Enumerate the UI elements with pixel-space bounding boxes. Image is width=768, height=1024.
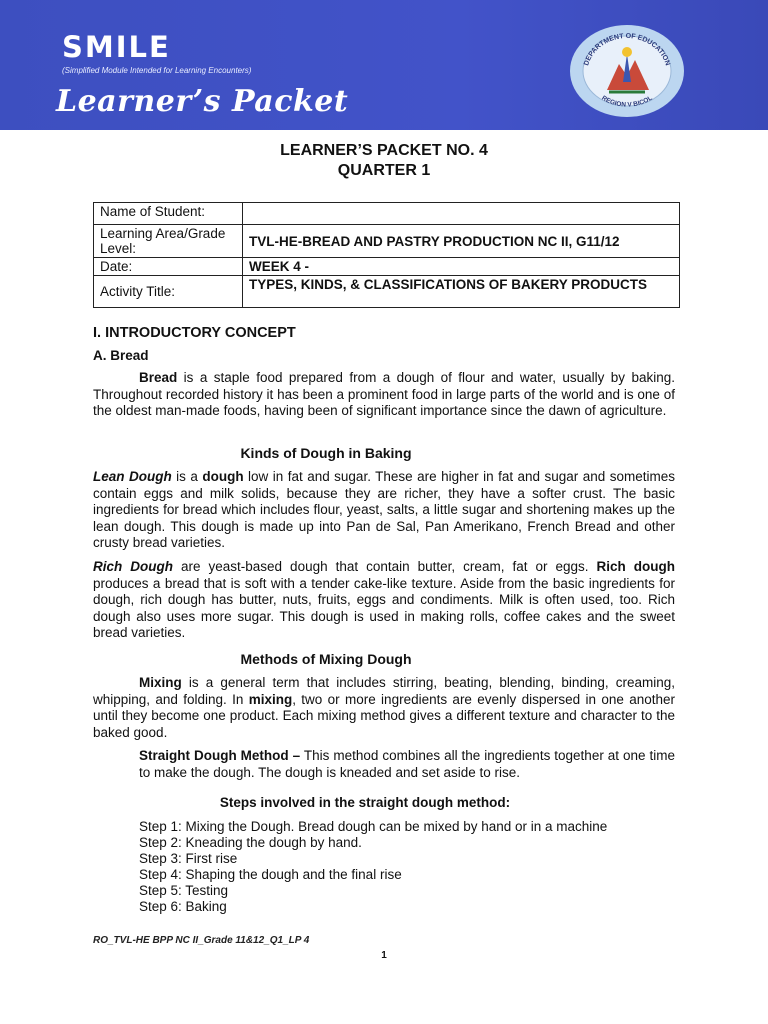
row-value: WEEK 4 - bbox=[243, 258, 680, 276]
table-row bbox=[94, 203, 680, 225]
straight-dough-text: This method combines all the ingredients together at one time to make the dough. The dough is kneaded and set aside to rise. bbox=[139, 748, 676, 780]
list-item: Step 3: First rise bbox=[139, 851, 238, 866]
lean-dough-paragraph bbox=[93, 469, 675, 552]
row-label: Date: bbox=[94, 258, 243, 276]
list-item: Step 6: Baking bbox=[139, 899, 227, 914]
rich-dough-paragraph bbox=[93, 559, 675, 642]
lean-dough-text: low in fat and sugar. These are higher in fat and sugar and sometimes contain eggs and milk solids, because they are richer, they have a softer crust. The basic ingredients for bread which includes flour, yeast, salts, a little sugar and shortening makes up the lean dough. This dough is made up into Pan de Sal, Pan Amerikano, French Bread and other crusty bread varieties. bbox=[93, 469, 675, 550]
bread-paragraph bbox=[93, 370, 675, 420]
brand-subtitle: (Simplified Module Intended for Learning Encounters) bbox=[62, 66, 252, 75]
page-number: 1 bbox=[381, 950, 387, 961]
lean-dough-term: Lean Dough bbox=[93, 469, 172, 484]
footer-code: RO_TVL-HE BPP NC II_Grade 11&12_Q1_LP 4 bbox=[93, 935, 310, 946]
svg-text:REGION V BICOL: REGION V BICOL bbox=[600, 94, 654, 109]
learners-packet-label: Learner’s Packet bbox=[56, 84, 349, 119]
list-item: Step 1: Mixing the Dough. Bread dough can be mixed by hand or in a machine bbox=[139, 819, 608, 834]
rich-dough-bold: Rich dough bbox=[596, 559, 675, 574]
steps-list bbox=[139, 819, 679, 915]
table-row bbox=[94, 225, 680, 258]
brand-title: SMILE bbox=[62, 30, 171, 64]
bread-term: Bread bbox=[139, 370, 178, 385]
methods-heading: Methods of Mixing Dough bbox=[240, 651, 412, 667]
straight-dough-paragraph bbox=[139, 748, 675, 781]
section-heading: I. INTRODUCTORY CONCEPT bbox=[93, 325, 296, 341]
packet-title: LEARNER’S PACKET NO. 4 bbox=[280, 142, 488, 159]
row-value: TYPES, KINDS, & CLASSIFICATIONS OF BAKERY PRODUCTS bbox=[243, 276, 680, 308]
student-name-field bbox=[243, 203, 680, 225]
kinds-heading: Kinds of Dough in Baking bbox=[240, 445, 412, 461]
row-label: Activity Title: bbox=[94, 276, 243, 308]
list-item: Step 5: Testing bbox=[139, 883, 229, 898]
rich-dough-term: Rich Dough bbox=[93, 559, 173, 574]
svg-text:DEPARTMENT OF EDUCATION: DEPARTMENT OF EDUCATION bbox=[583, 32, 671, 67]
mixing-term: Mixing bbox=[139, 675, 182, 690]
row-label: Name of Student: bbox=[94, 203, 243, 225]
straight-dough-term: Straight Dough Method – bbox=[139, 748, 301, 763]
rich-dough-text: are yeast-based dough that contain butter, cream, fat or eggs. bbox=[173, 559, 597, 574]
row-label: Learning Area/Grade Level: bbox=[94, 225, 243, 258]
quarter-title: QUARTER 1 bbox=[337, 162, 431, 179]
lean-is: is a bbox=[171, 469, 203, 484]
table-row bbox=[94, 258, 680, 276]
mixing-text: is a general term that includes stirring, beating, blending, binding, creaming, whipping, and folding. In bbox=[93, 675, 675, 707]
table-row bbox=[94, 276, 680, 308]
rich-dough-text: produces a bread that is soft with a tender cake-like texture. Aside from the basic ingredients for dough, rich dough has butter, nuts, fruits, eggs and condiments. Milk is often used, too. Rich dough also uses more sugar. This dough is used in making rolls, coffee cakes and the sweet bread varieties. bbox=[93, 575, 675, 640]
mixing-paragraph bbox=[93, 675, 675, 741]
deped-seal-logo bbox=[569, 24, 685, 118]
list-item: Step 4: Shaping the dough and the final rise bbox=[139, 867, 402, 882]
mixing-text: , two or more ingredients are evenly dispersed in one another until they become one product. Each mixing method gives a different texture and character to the baked good. bbox=[93, 691, 675, 740]
dough-term: dough bbox=[202, 469, 244, 484]
list-item: Step 2: Kneading the dough by hand. bbox=[139, 835, 362, 850]
bread-text: is a staple food prepared from a dough of flour and water, usually by baking. Throughout recorded history it has been a prominent food in large parts of the world and is one of the oldest man-made foods, having been of significant importance since the dawn of agriculture. bbox=[93, 370, 675, 418]
row-value: TVL-HE-BREAD AND PASTRY PRODUCTION NC II, G11/12 bbox=[243, 225, 680, 258]
student-info-table bbox=[93, 202, 680, 308]
header-banner bbox=[0, 0, 768, 130]
steps-heading: Steps involved in the straight dough method: bbox=[219, 795, 511, 810]
subsection-heading: A. Bread bbox=[93, 348, 149, 363]
mixing-bold: mixing bbox=[248, 691, 293, 707]
